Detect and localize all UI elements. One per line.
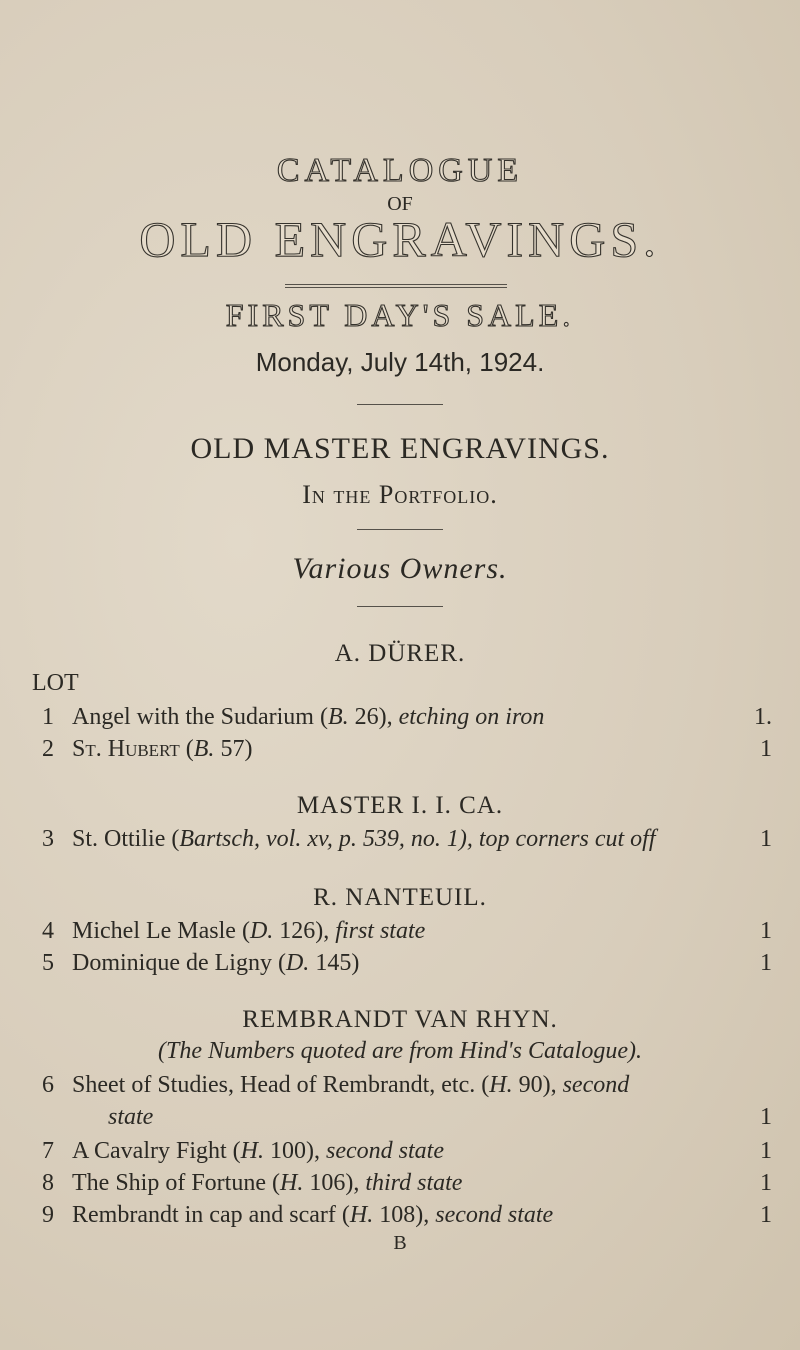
of-label: OF: [387, 193, 413, 215]
artist-heading: MASTER I. I. CA.: [296, 792, 504, 819]
lot-ref-rest: 145): [309, 950, 360, 976]
lot-description: [72, 736, 252, 763]
lot-description: [72, 704, 544, 731]
section-heading: OLD MASTER ENGRAVINGS.: [190, 432, 610, 465]
lot-state-continued: state: [108, 1104, 154, 1130]
lot-title: Michel Le Masle (: [72, 918, 250, 944]
lot-quantity: 1.: [754, 704, 772, 730]
lot-number: 2: [42, 736, 54, 762]
lot-state: second: [562, 1072, 630, 1098]
lot-number: 4: [42, 918, 54, 944]
lot-ref: B.: [193, 736, 215, 762]
lot-ref-rest: 100),: [264, 1138, 326, 1164]
subsection-divider: [357, 529, 443, 530]
lot-quantity: 1: [760, 950, 772, 976]
lot-number: 1: [42, 704, 54, 730]
lot-ref-rest: 57): [214, 736, 253, 762]
title-divider: [285, 284, 507, 288]
artist-heading: A. DÜRER.: [334, 640, 466, 667]
lot-title: St. Hubert (: [72, 736, 194, 762]
lot-number: 3: [42, 826, 54, 852]
lot-title: A Cavalry Fight (: [72, 1138, 241, 1164]
catalogue-note: (The Numbers quoted are from Hind's Catalogue).: [158, 1038, 642, 1064]
artist-heading: R. NANTEUIL.: [313, 884, 487, 911]
sale-day-heading: FIRST DAY'S SALE.: [225, 297, 575, 333]
signature-mark: B: [393, 1232, 407, 1254]
lot-state: first state: [335, 918, 426, 944]
lot-description: [72, 826, 656, 853]
lot-number: 7: [42, 1138, 54, 1164]
lot-ref: B.: [327, 704, 349, 730]
lot-ref: D.: [249, 918, 274, 944]
subsection-heading: In the Portfolio.: [302, 480, 498, 509]
lot-title: Angel with the Sudarium (: [72, 704, 328, 730]
lot-ref: Bartsch, vol.: [179, 826, 302, 852]
lot-description: [72, 1138, 444, 1165]
lot-title: St. Ottilie (: [72, 826, 180, 852]
lot-title: Rembrandt in cap and scarf (: [72, 1202, 350, 1228]
lot-state: second state: [435, 1202, 554, 1228]
lot-description: [72, 1202, 553, 1229]
lot-title: Sheet of Studies, Head of Rembrandt, etc. (: [72, 1072, 490, 1098]
artist-heading: REMBRANDT VAN RHYN.: [242, 1006, 558, 1033]
lot-description: [72, 1072, 629, 1099]
lot-state: third state: [365, 1170, 463, 1196]
lot-quantity: 1: [760, 736, 772, 762]
lot-ref-rest: 106),: [303, 1170, 366, 1196]
lot-ref-rest: 26),: [348, 704, 399, 730]
lot-ref: D.: [285, 950, 310, 976]
lot-description: [72, 1170, 462, 1197]
lot-quantity: 1: [760, 1104, 772, 1130]
lot-state: etching on iron: [398, 704, 545, 730]
lot-quantity: 1: [760, 1138, 772, 1164]
lot-number: 8: [42, 1170, 54, 1196]
lot-quantity: 1: [760, 826, 772, 852]
lot-column-label: LOT: [32, 670, 79, 696]
lot-number: 9: [42, 1202, 54, 1228]
lot-quantity: 1: [760, 918, 772, 944]
lot-description: [72, 950, 359, 977]
lot-state: second state: [326, 1138, 444, 1164]
lot-ref-rest: 126),: [273, 918, 336, 944]
lot-title: The Ship of Fortune (: [72, 1170, 280, 1196]
lot-ref: H.: [349, 1202, 374, 1228]
lot-quantity: 1: [760, 1170, 772, 1196]
owners-divider: [357, 606, 443, 607]
lot-number: 6: [42, 1072, 54, 1098]
lot-state: p. 539, no. 1), top corners cut off: [338, 826, 656, 852]
sale-date: Monday, July 14th, 1924.: [255, 347, 545, 377]
lot-description: [72, 918, 425, 945]
lot-ref-rest: xv,: [301, 826, 339, 852]
lot-title: Dominique de Ligny (: [72, 950, 286, 976]
owners-heading: Various Owners.: [292, 552, 508, 585]
lot-ref-rest: 90),: [512, 1072, 563, 1098]
lot-ref-rest: 108),: [373, 1202, 436, 1228]
catalogue-title: OLD ENGRAVINGS.: [139, 211, 661, 267]
lot-ref: H.: [489, 1072, 513, 1098]
date-divider: [357, 404, 443, 405]
lot-number: 5: [42, 950, 54, 976]
lot-quantity: 1: [760, 1202, 772, 1228]
lot-ref: H.: [279, 1170, 304, 1196]
catalogue-heading: CATALOGUE: [276, 152, 524, 189]
lot-ref: H.: [240, 1138, 264, 1164]
